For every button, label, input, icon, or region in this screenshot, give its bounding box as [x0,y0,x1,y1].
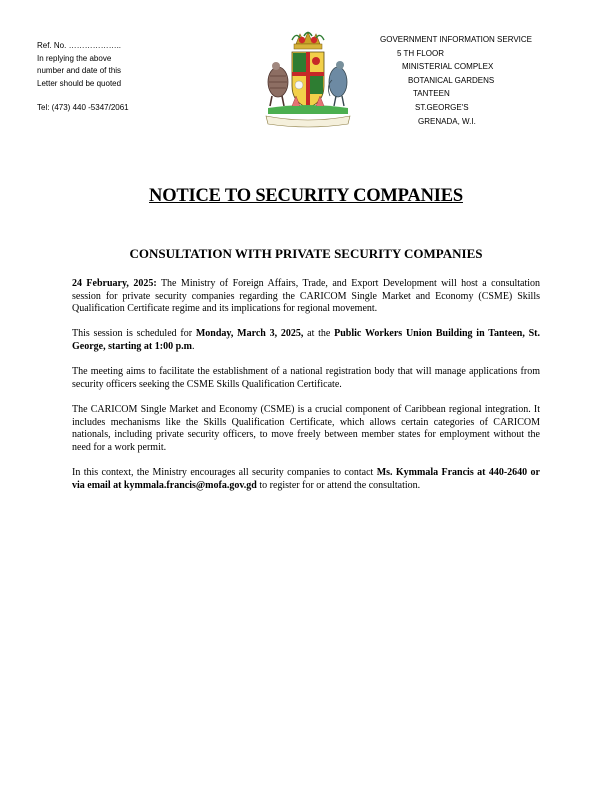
address-floor: 5 TH FLOOR [397,48,444,58]
page-title: NOTICE TO SECURITY COMPANIES [149,186,463,206]
agency-name: GOVERNMENT INFORMATION SERVICE [380,35,533,44]
announcement-date: 24 February, 2025: [72,278,157,289]
paragraph-schedule [72,328,540,353]
announcement-text: The Ministry of Foreign Affairs, Trade, and Export Development will host a consultation session for private security companies regarding the CARICOM Single Market and Economy (CSME) Skills Qualification Certificate regime and its implications for regional movement. [72,278,541,315]
telephone: Tel: (473) 440 -5347/2061 [37,103,129,113]
session-date: Monday, March 3, 2025, [195,328,304,340]
paragraph-csme: The CARICOM Single Market and Economy (CSME) is a crucial component of Caribbean regional integration. It includes mechanisms like the Skills Qualification Certificate, which allows certain categories of CARICOM nationals, including private security officers, to move freely between member states for employment without the need for a work permit. [72,403,540,453]
address-country: GRENADA, W.I. [418,116,476,126]
contact-outro: to register for or attend the consultation. [256,479,421,491]
agency-address [380,33,580,128]
address-building: MINISTERIAL COMPLEX [402,62,494,72]
address-area: BOTANICAL GARDENS [408,75,495,85]
schedule-intro: This session is scheduled for [72,328,196,340]
contact-details: Ms. Kymmala Francis at 440-2640 or via email at kymmala.francis@mofa.gov.gd [72,466,540,491]
schedule-connector: at the [303,328,335,340]
session-venue: Public Workers Union Building in Tanteen, St. George, starting at 1:00 p.m [72,328,540,352]
page-subtitle: CONSULTATION WITH PRIVATE SECURITY COMPANIES [129,246,483,261]
paragraph-announcement [72,278,540,316]
schedule-end: . [191,340,195,352]
notice-body [72,278,540,505]
reply-instruction-3: Letter should be quoted [37,78,122,88]
ref-number: Ref. No. ……………….. [37,41,122,50]
paragraph-contact [72,467,540,492]
address-locality: TANTEEN [413,89,450,99]
reference-block [37,40,187,115]
reply-instruction-2: number and date of this [37,66,122,76]
grenada-coat-of-arms-icon [262,30,354,132]
address-city: ST.GEORGE'S [415,102,469,112]
contact-intro: In this context, the Ministry encourages all security companies to contact [72,466,377,478]
paragraph-aim: The meeting aims to facilitate the establishment of a national registration body that will manage applications from security officers seeking the CSME Skills Qualification Certificate. [72,366,540,390]
reply-instruction-1: In replying the above [37,53,112,63]
